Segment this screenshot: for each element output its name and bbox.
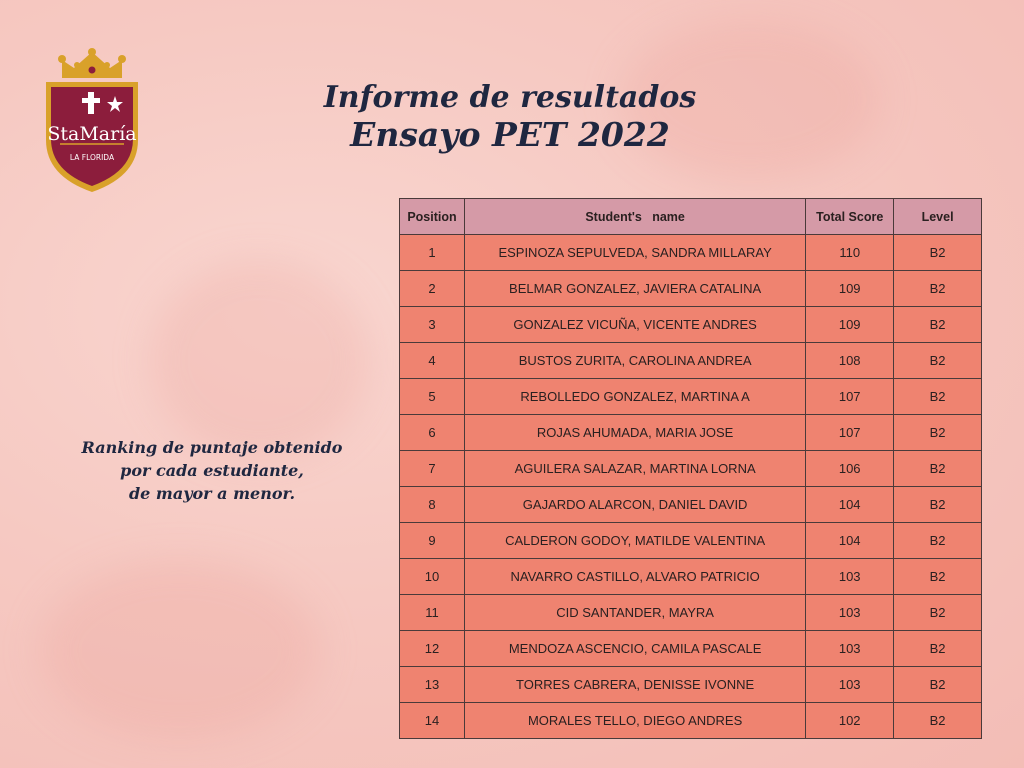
cell-level: B2: [894, 703, 982, 739]
cell-level: B2: [894, 487, 982, 523]
table-row: [400, 487, 982, 523]
table-row: [400, 379, 982, 415]
ranking-description-line-3: de mayor a menor.: [128, 484, 296, 503]
table-row: [400, 631, 982, 667]
table-row: [400, 595, 982, 631]
cell-student-name: GONZALEZ VICUÑA, VICENTE ANDRES: [464, 307, 805, 343]
cell-position: 6: [400, 415, 465, 451]
cell-position: 2: [400, 271, 465, 307]
table-row: [400, 667, 982, 703]
cell-total-score: 110: [806, 235, 894, 271]
cell-student-name: CALDERON GODOY, MATILDE VALENTINA: [464, 523, 805, 559]
table-row: [400, 451, 982, 487]
cell-total-score: 107: [806, 415, 894, 451]
cell-total-score: 104: [806, 487, 894, 523]
table-row: [400, 343, 982, 379]
cell-student-name: BUSTOS ZURITA, CAROLINA ANDREA: [464, 343, 805, 379]
table-row: [400, 559, 982, 595]
title-line-1: Informe de resultados: [323, 80, 697, 115]
header-student-name: Student's name: [464, 199, 805, 235]
cell-level: B2: [894, 595, 982, 631]
cell-student-name: GAJARDO ALARCON, DANIEL DAVID: [464, 487, 805, 523]
page-title: [300, 80, 720, 154]
table-row: [400, 703, 982, 739]
cell-level: B2: [894, 667, 982, 703]
header-position: Position: [400, 199, 465, 235]
cell-position: 8: [400, 487, 465, 523]
table-row: [400, 307, 982, 343]
cell-student-name: NAVARRO CASTILLO, ALVARO PATRICIO: [464, 559, 805, 595]
ranking-description-line-1: Ranking de puntaje obtenido: [81, 438, 343, 457]
cell-student-name: MORALES TELLO, DIEGO ANDRES: [464, 703, 805, 739]
cell-level: B2: [894, 523, 982, 559]
background-stain: [40, 560, 320, 740]
title-line-2: Ensayo PET 2022: [350, 115, 670, 154]
cell-level: B2: [894, 307, 982, 343]
cell-total-score: 102: [806, 703, 894, 739]
cell-position: 4: [400, 343, 465, 379]
header-level: Level: [894, 199, 982, 235]
results-table: [399, 198, 982, 739]
cell-total-score: 107: [806, 379, 894, 415]
cell-total-score: 103: [806, 559, 894, 595]
cell-total-score: 109: [806, 271, 894, 307]
cell-total-score: 103: [806, 595, 894, 631]
cell-level: B2: [894, 451, 982, 487]
cell-total-score: 104: [806, 523, 894, 559]
cell-student-name: BELMAR GONZALEZ, JAVIERA CATALINA: [464, 271, 805, 307]
cell-position: 5: [400, 379, 465, 415]
cell-level: B2: [894, 343, 982, 379]
cell-level: B2: [894, 271, 982, 307]
cell-position: 13: [400, 667, 465, 703]
cell-total-score: 108: [806, 343, 894, 379]
cell-total-score: 106: [806, 451, 894, 487]
background-stain: [150, 260, 370, 460]
cell-level: B2: [894, 631, 982, 667]
cell-position: 12: [400, 631, 465, 667]
cell-position: 3: [400, 307, 465, 343]
cell-level: B2: [894, 379, 982, 415]
ranking-description-line-2: por cada estudiante,: [120, 461, 304, 480]
cell-student-name: MENDOZA ASCENCIO, CAMILA PASCALE: [464, 631, 805, 667]
cell-position: 7: [400, 451, 465, 487]
cell-level: B2: [894, 235, 982, 271]
school-crest-logo: [40, 48, 144, 194]
table-row: [400, 523, 982, 559]
cell-student-name: AGUILERA SALAZAR, MARTINA LORNA: [464, 451, 805, 487]
ranking-description: [62, 436, 362, 505]
logo-name: StaMaría: [47, 123, 137, 145]
cell-total-score: 109: [806, 307, 894, 343]
cell-position: 11: [400, 595, 465, 631]
cell-position: 9: [400, 523, 465, 559]
table-row: [400, 415, 982, 451]
cell-student-name: REBOLLEDO GONZALEZ, MARTINA A: [464, 379, 805, 415]
cell-position: 14: [400, 703, 465, 739]
cell-total-score: 103: [806, 667, 894, 703]
cell-student-name: ESPINOZA SEPULVEDA, SANDRA MILLARAY: [464, 235, 805, 271]
logo-subname: LA FLORIDA: [69, 153, 115, 162]
table-header-row: [400, 199, 982, 235]
cell-level: B2: [894, 415, 982, 451]
cell-total-score: 103: [806, 631, 894, 667]
cell-position: 1: [400, 235, 465, 271]
crown-icon: [58, 48, 126, 78]
cell-student-name: ROJAS AHUMADA, MARIA JOSE: [464, 415, 805, 451]
cell-student-name: CID SANTANDER, MAYRA: [464, 595, 805, 631]
table-row: [400, 271, 982, 307]
cell-position: 10: [400, 559, 465, 595]
header-total-score: Total Score: [806, 199, 894, 235]
cell-level: B2: [894, 559, 982, 595]
table-row: [400, 235, 982, 271]
cell-student-name: TORRES CABRERA, DENISSE IVONNE: [464, 667, 805, 703]
